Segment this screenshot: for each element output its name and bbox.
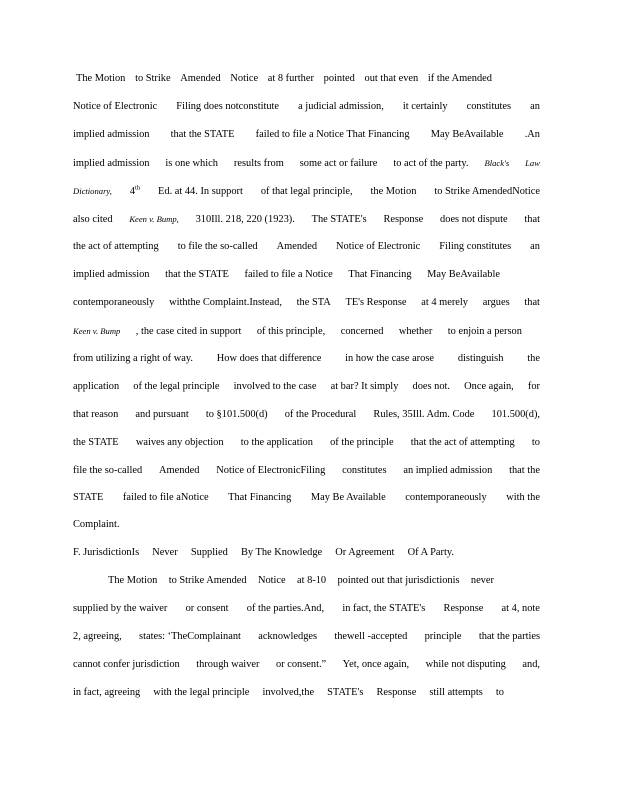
text-segment: or consent [185, 603, 229, 614]
text-segment: application [73, 381, 120, 392]
heading-segment: F. JurisdictionIs [73, 547, 140, 558]
text-segment: Yet, once again, [342, 659, 410, 670]
text-segment: argues [482, 297, 510, 308]
text-segment: to Strike AmendedNotice [434, 186, 540, 197]
heading-segment: Of A Party. [407, 547, 454, 558]
heading-segment: Or Agreement [335, 547, 395, 558]
text-segment: failed to file a Notice That Financing [255, 129, 410, 140]
case-citation: Keen v. Bump [73, 326, 121, 336]
text-segment: Notice [257, 575, 286, 586]
text-segment: also cited [73, 214, 113, 225]
text-segment: to Strike [135, 73, 171, 84]
text-segment: That Financing [228, 492, 292, 503]
text-segment: implied admission [73, 158, 150, 169]
text-line [73, 630, 540, 644]
text-segment: Amended [159, 465, 200, 476]
text-segment: distinguish [457, 353, 504, 364]
text-segment: that the parties [478, 631, 540, 642]
case-citation: Keen v. Bump, [129, 214, 179, 224]
text-segment: .An [524, 129, 540, 140]
text-segment: states: ‘TheComplainant [139, 631, 241, 642]
text-segment: with the [506, 492, 540, 503]
text-line [73, 491, 540, 505]
text-line [73, 156, 540, 171]
text-segment: The Motion [76, 73, 126, 84]
text-segment: to [531, 437, 540, 448]
text-segment: to §101.500(d) [205, 409, 268, 420]
text-segment: through waiver [196, 659, 260, 670]
text-segment: constitutes [342, 465, 387, 476]
edition-suffix: th [135, 184, 141, 192]
text-line [73, 464, 540, 478]
text-segment: Response [383, 214, 424, 225]
text-segment: to [495, 687, 504, 698]
edition-number-digit: 4 [129, 186, 136, 197]
text-segment: with the legal principle [153, 687, 250, 698]
text-line [73, 100, 540, 114]
text-segment: of the Procedural [284, 409, 357, 420]
text-segment: contemporaneously [405, 492, 487, 503]
text-line [73, 212, 540, 227]
text-line [73, 296, 540, 310]
text-segment: that the STATE [170, 129, 235, 140]
text-segment: in fact, the STATE's [342, 603, 426, 614]
text-segment: the act of attempting [73, 241, 159, 252]
text-segment: an implied admission [403, 465, 493, 476]
text-segment: to enjoin a person [447, 326, 522, 337]
text-segment: that [524, 214, 540, 225]
text-segment: in how the case arose [345, 353, 434, 364]
text-segment: 310Ill. 218, 220 (1923). [195, 214, 295, 225]
text-segment: that the STATE [165, 269, 229, 280]
text-segment: to Strike Amended [168, 575, 247, 586]
text-segment: does not. [412, 381, 451, 392]
text-segment: Response [443, 603, 484, 614]
text-segment: that reason [73, 409, 119, 420]
text-segment: that the [509, 465, 540, 476]
text-segment: still attempts [429, 687, 483, 698]
text-segment: results from [233, 158, 284, 169]
text-line [73, 658, 540, 672]
text-segment: Ed. at 44. In support [158, 186, 243, 197]
citation-text: Black's [484, 158, 510, 168]
text-line [108, 574, 494, 588]
text-segment: a judicial admission, [298, 101, 384, 112]
text-segment: May Be Available [310, 492, 386, 503]
text-segment: the STA [296, 297, 331, 308]
citation-text: Law [525, 158, 540, 168]
text-segment: that [524, 297, 540, 308]
text-segment: and, [522, 659, 540, 670]
text-segment: withthe Complaint.Instead, [169, 297, 282, 308]
text-segment: Rules, 35Ill. Adm. Code [373, 409, 475, 420]
text-segment: it certainly [402, 101, 448, 112]
text-segment: and pursuant [135, 409, 189, 420]
text-segment: an [530, 101, 540, 112]
text-segment: constitutes [466, 101, 512, 112]
text-segment: of the principle [330, 437, 394, 448]
text-segment: supplied by the waiver [73, 603, 168, 614]
text-segment: the STATE [73, 437, 119, 448]
text-segment: Notice of Electronic [336, 241, 421, 252]
text-segment: , the case cited in support [135, 326, 242, 337]
text-segment: Filing does notconstitute [176, 101, 280, 112]
text-segment: Notice of ElectronicFiling [216, 465, 326, 476]
text-segment: involved,the [262, 687, 315, 698]
heading-segment: By The Knowledge [240, 547, 323, 558]
text-segment: at 4 merely [421, 297, 468, 308]
text-segment: Amended [276, 241, 318, 252]
text-segment: is one which [165, 158, 218, 169]
text-segment: for [527, 381, 540, 392]
text-line [73, 324, 522, 339]
text-segment: contemporaneously [73, 297, 155, 308]
text-line [73, 240, 540, 254]
text-segment: pointed [323, 73, 355, 84]
text-segment: implied admission [73, 269, 150, 280]
text-segment: That Financing [348, 269, 412, 280]
text-segment: file the so-called [73, 465, 143, 476]
citation-text: Dictionary, [73, 186, 112, 196]
text-segment: thewell -accepted [334, 631, 408, 642]
text-segment: acknowledges [258, 631, 318, 642]
text-line [73, 436, 540, 450]
text-segment: of this principle, [256, 326, 326, 337]
text-segment: failed to file aNotice [122, 492, 209, 503]
text-segment: that the act of attempting [410, 437, 515, 448]
text-segment: principle [424, 631, 462, 642]
text-line [73, 380, 540, 394]
text-segment: of the legal principle [133, 381, 220, 392]
text-segment: Complaint. [73, 519, 120, 530]
text-segment: at 4, note [501, 603, 540, 614]
text-segment: waives any objection [135, 437, 224, 448]
text-segment: involved to the case [233, 381, 317, 392]
text-line [73, 686, 504, 700]
text-segment: Once again, [464, 381, 514, 392]
text-segment: an [530, 241, 540, 252]
text-segment: 2, agreeing, [73, 631, 122, 642]
text-segment: The STATE's [311, 214, 367, 225]
text-segment: while not disputing [425, 659, 506, 670]
heading-segment: Supplied [190, 547, 228, 558]
text-segment: out that even [364, 73, 419, 84]
text-segment: May BeAvailable [427, 269, 500, 280]
text-segment: Filing constitutes [439, 241, 512, 252]
text-segment: How does that difference [216, 353, 322, 364]
text-segment: to the application [240, 437, 313, 448]
text-segment: does not dispute [440, 214, 508, 225]
text-segment: at 8 further [267, 73, 314, 84]
text-segment: of that legal principle, [260, 186, 353, 197]
text-line [73, 268, 500, 282]
text-line [76, 72, 492, 86]
text-segment: Response [376, 687, 417, 698]
text-segment: never [470, 575, 494, 586]
text-segment: The Motion [108, 575, 158, 586]
section-heading [73, 546, 454, 560]
heading-segment: Never [152, 547, 178, 558]
edition-number [130, 185, 140, 199]
text-segment: cannot confer jurisdiction [73, 659, 180, 670]
text-segment: 101.500(d), [491, 409, 540, 420]
text-line [73, 408, 540, 422]
text-line [73, 184, 540, 199]
text-segment: implied admission [73, 129, 150, 140]
text-segment: STATE [73, 492, 104, 503]
text-segment: of the parties.And, [246, 603, 325, 614]
text-segment: to file the so-called [177, 241, 258, 252]
text-segment: Notice of Electronic [73, 101, 158, 112]
text-segment: May BeAvailable [430, 129, 504, 140]
text-segment: failed to file a Notice [244, 269, 333, 280]
text-segment: to act of the party. [393, 158, 469, 169]
text-segment: the Motion [370, 186, 417, 197]
text-segment: if the Amended [427, 73, 492, 84]
text-line [73, 602, 540, 616]
text-segment: STATE's [327, 687, 364, 698]
text-line [73, 352, 540, 366]
text-segment: concerned [340, 326, 384, 337]
text-segment: at bar? It simply [330, 381, 399, 392]
text-segment: Notice [230, 73, 259, 84]
text-segment: Amended [180, 73, 221, 84]
text-segment: or consent.” [275, 659, 327, 670]
text-segment: the [527, 353, 540, 364]
text-segment: some act or failure [299, 158, 378, 169]
text-line [73, 518, 540, 532]
text-segment: pointed out that jurisdictionis [337, 575, 460, 586]
text-segment: at 8-10 [296, 575, 327, 586]
text-segment: in fact, agreeing [73, 687, 141, 698]
text-segment: whether [398, 326, 433, 337]
text-segment: from utilizing a right of way. [73, 353, 193, 364]
text-segment: TE's Response [345, 297, 407, 308]
text-line [73, 128, 540, 142]
